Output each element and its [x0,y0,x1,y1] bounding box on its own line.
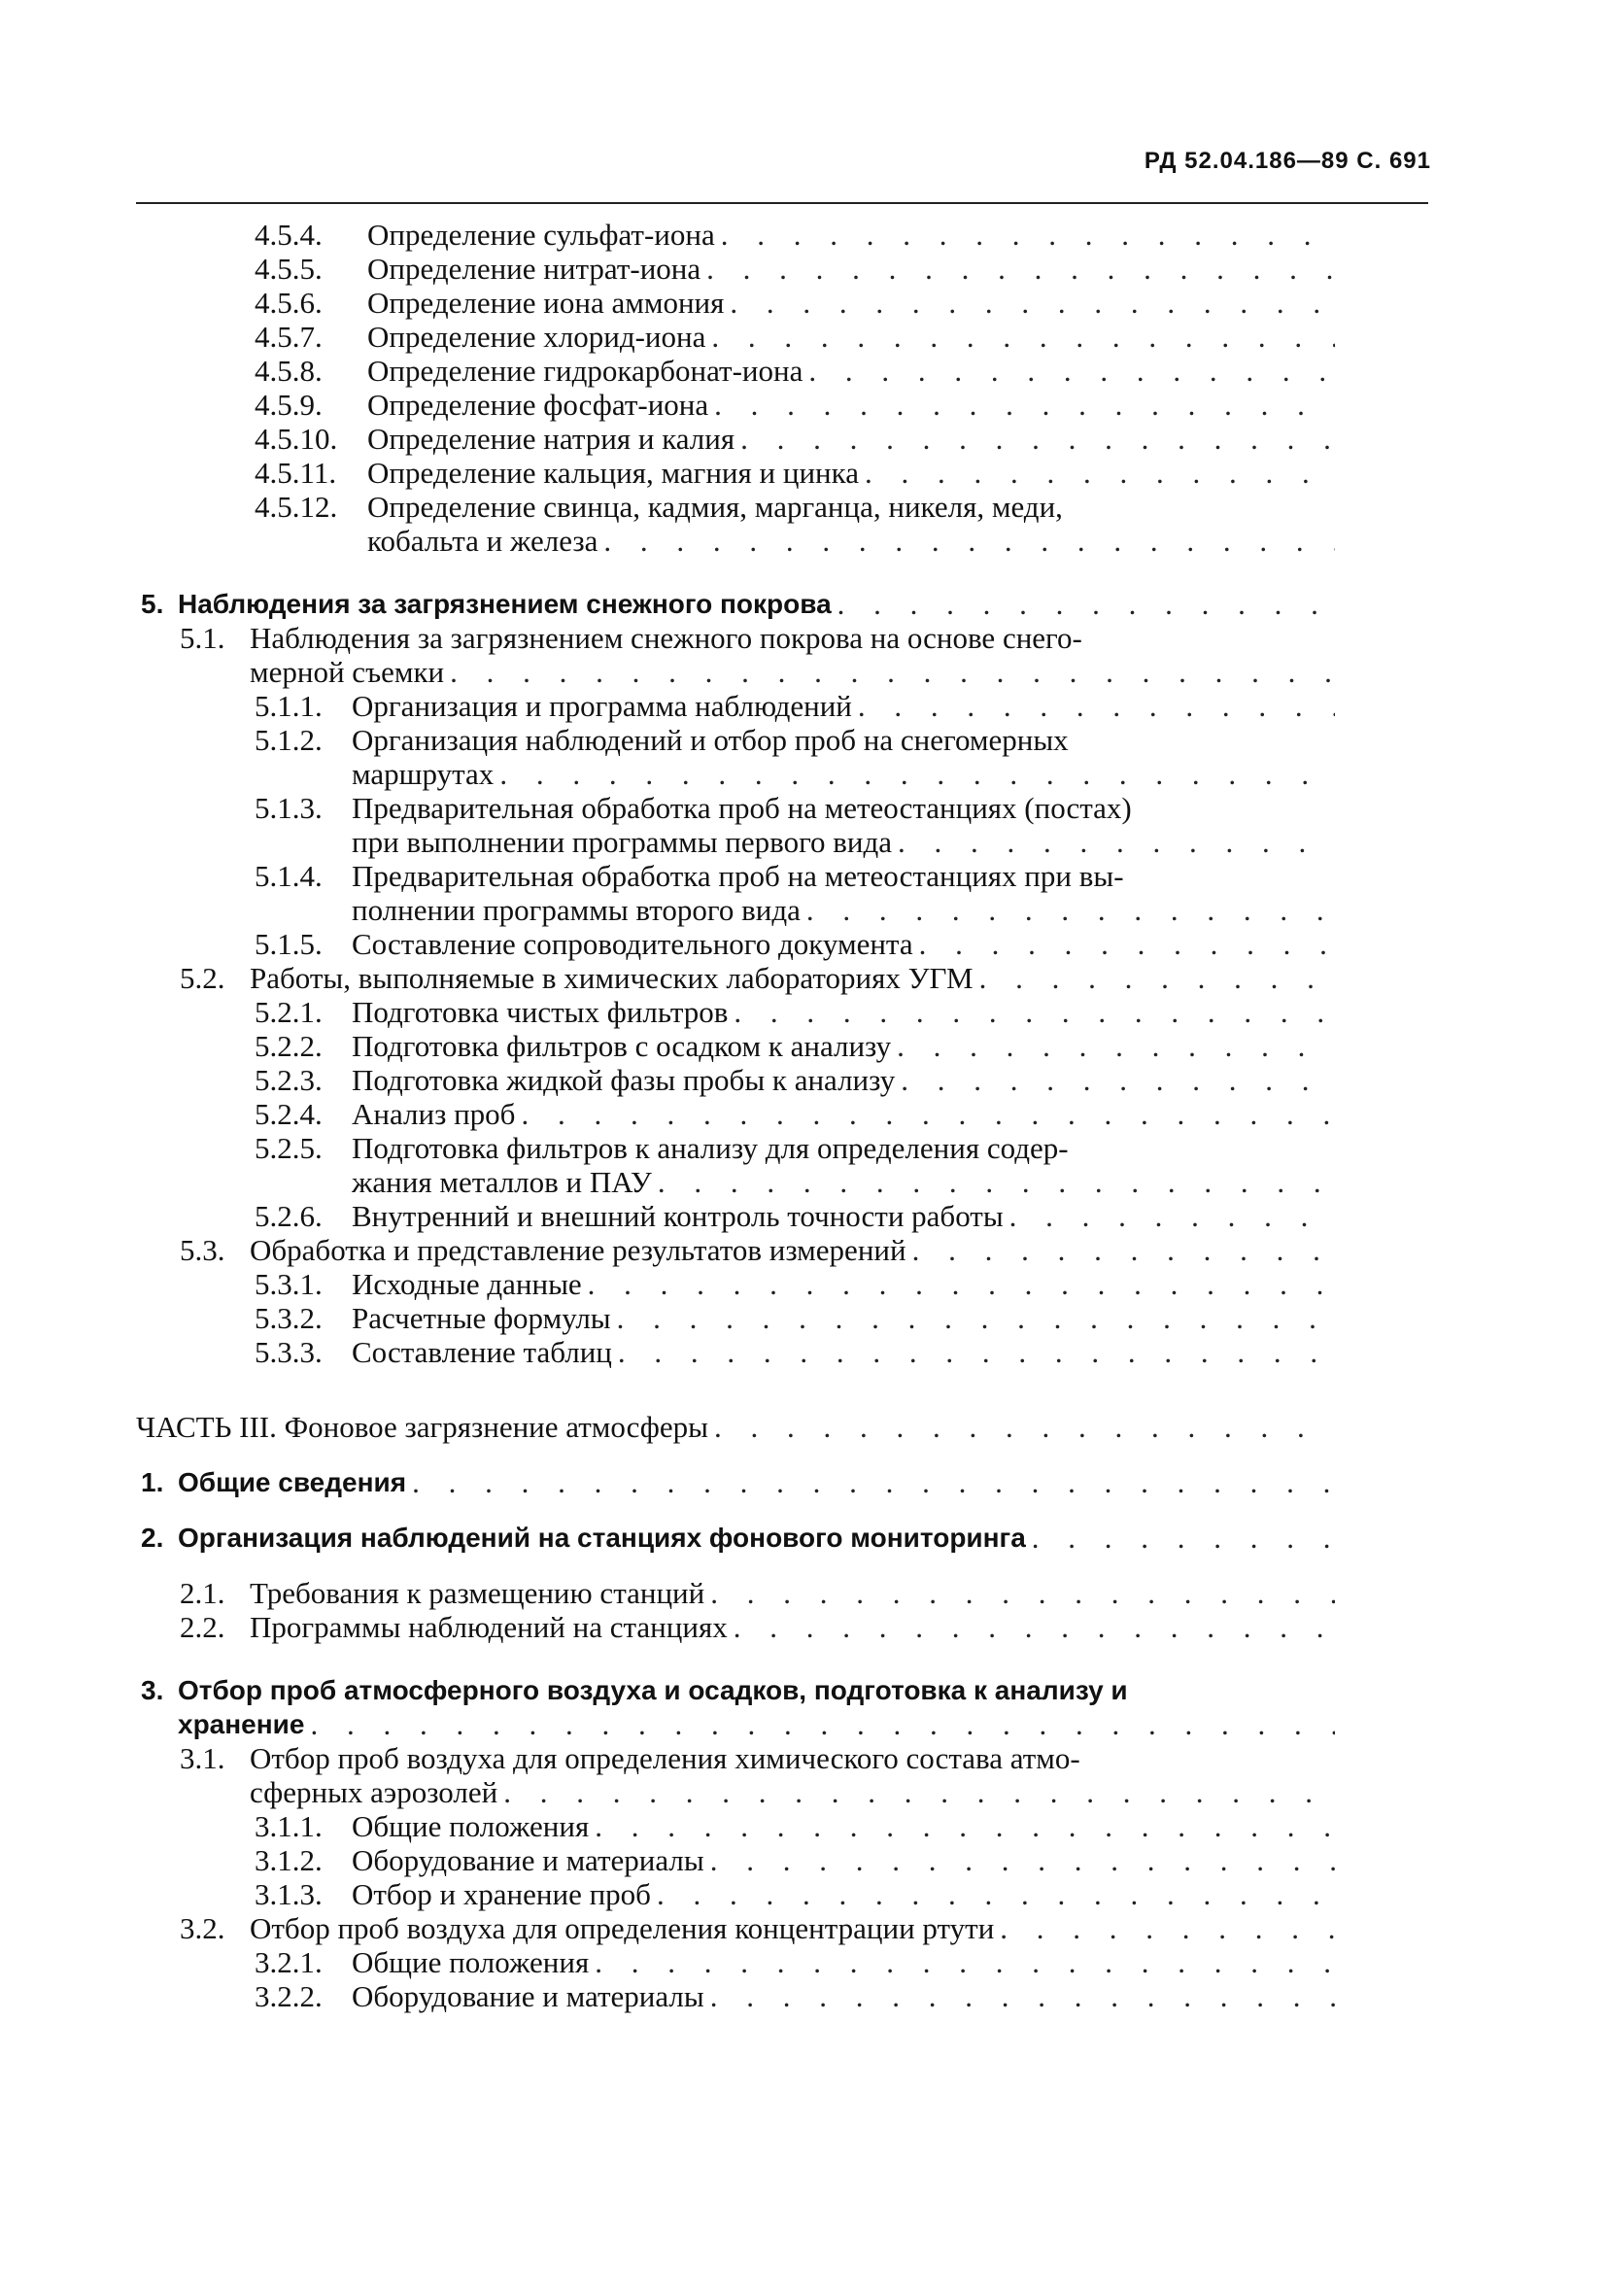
toc-entry-line [136,286,1428,320]
toc-entry-title: Исходные данные [352,1267,582,1301]
toc-entry-line [136,456,1428,490]
toc-entry-title: Подготовка фильтров с осадком к анализу [352,1029,892,1063]
toc-entry-title: Требования к размещению станций [250,1576,705,1610]
toc-entry [136,1301,1428,1335]
toc-entry-leader [367,456,1428,490]
toc-entry-leader [352,1097,1428,1131]
toc-entry-title-continued: хранение [178,1709,305,1739]
toc-entry-line [136,1233,1428,1267]
toc-entry-line [136,1199,1428,1233]
toc-entry-line [136,1610,1428,1644]
dot-leader [859,456,1335,490]
toc-entry-number: 4.5.11. [255,456,337,490]
toc-entry-number: 4.5.7. [255,320,323,354]
dot-leader [852,689,1335,723]
dot-leader [913,927,1335,961]
toc-entry-number: 4.5.8. [255,354,323,388]
toc-entry-leader [352,1843,1428,1877]
toc-entry-line [136,1267,1428,1301]
toc-entry-line [136,1809,1428,1843]
toc-entry-line [136,1097,1428,1131]
toc-entry-number: 2.1. [180,1576,225,1610]
toc-entry-line [136,1576,1428,1610]
table-of-contents [136,218,1428,2013]
toc-entry [136,587,1428,621]
toc-entry-continuation [136,1775,1428,1809]
toc-entry [136,723,1428,791]
dot-leader [708,1410,1335,1444]
toc-entry-number: 4.5.4. [255,218,323,252]
dot-leader [611,1301,1335,1335]
toc-entry-leader [178,587,1428,621]
toc-entry-title: Наблюдения за загрязнением снежного покрова на основе снего- [250,621,1082,655]
toc-spacer [136,1555,1428,1576]
toc-entry [136,1911,1428,1945]
toc-entry-line [136,995,1428,1029]
toc-entry-title: Организация наблюдений и отбор проб на снегомерных [352,723,1069,757]
toc-spacer [136,1499,1428,1521]
toc-entry-leader [367,286,1428,320]
toc-entry-title: Определение натрия и калия [367,422,735,456]
toc-entry-line [136,1063,1428,1097]
toc-entry-leader [136,1410,1428,1444]
toc-entry-number: 5.3.1. [255,1267,323,1301]
toc-entry-title: Программы наблюдений на станциях [250,1610,728,1644]
toc-entry-number: 5.1.2. [255,723,323,757]
toc-entry-line [136,587,1428,621]
toc-entry-title-continued: сферных аэрозолей [250,1775,498,1809]
toc-entry-line [136,791,1428,825]
toc-entry [136,388,1428,422]
toc-entry-number: 4.5.6. [255,286,323,320]
toc-entry-title: Подготовка фильтров к анализу для определения содер- [352,1131,1069,1165]
dot-leader [705,320,1335,354]
dot-leader [651,1877,1335,1911]
toc-entry-number: 5.2.1. [255,995,323,1029]
toc-entry-line [136,422,1428,456]
toc-entry-line [136,859,1428,893]
toc-entry-continuation [136,757,1428,791]
toc-entry-number: 3.2.2. [255,1979,323,2013]
toc-entry-line [136,961,1428,995]
toc-entry-number: 4.5.12. [255,490,338,524]
toc-entry-number: 2.2. [180,1610,225,1644]
toc-entry-leader [352,1029,1428,1063]
toc-entry-title: Отбор проб воздуха для определения химического состава атмо- [250,1741,1080,1775]
toc-entry-title-continued: жания металлов и ПАУ [352,1165,652,1199]
dot-leader [598,524,1335,558]
toc-entry-line [136,1911,1428,1945]
toc-entry-leader [352,1335,1428,1369]
toc-entry-line [136,723,1428,757]
toc-spacer [136,1644,1428,1673]
dot-leader [497,1775,1335,1809]
toc-entry-line [136,1521,1428,1555]
toc-entry-title-continued: полнении программы второго вида [352,893,801,927]
toc-entry-leader [178,1521,1428,1555]
toc-entry-title: Оборудование и материалы [352,1843,704,1877]
toc-entry-leader [352,1267,1428,1301]
toc-entry-title: Отбор и хранение проб [352,1877,651,1911]
toc-entry [136,1063,1428,1097]
toc-entry [136,218,1428,252]
dot-leader [895,1063,1335,1097]
toc-entry-number: 5.3.2. [255,1301,323,1335]
toc-entry-title: Расчетные формулы [352,1301,611,1335]
toc-entry-number: 3.2. [180,1911,225,1945]
toc-entry [136,1465,1428,1499]
toc-entry-leader [367,388,1428,422]
dot-leader [304,1707,1335,1741]
toc-entry [136,1945,1428,1979]
toc-entry-title: Внутренний и внешний контроль точности работы [352,1199,1004,1233]
dot-leader [891,1029,1335,1063]
toc-entry-leader [352,927,1428,961]
toc-entry-leader [367,252,1428,286]
toc-entry-number: 5.2. [180,961,225,995]
dot-leader [582,1267,1335,1301]
toc-entry-title: Обработка и представление результатов измерений [250,1233,906,1267]
toc-spacer [136,1369,1428,1410]
toc-entry-title: Составление таблиц [352,1335,612,1369]
dot-leader [735,422,1335,456]
toc-entry [136,1267,1428,1301]
toc-entry-title: ЧАСТЬ III. Фоновое загрязнение атмосферы [136,1410,708,1444]
page-header: РД 52.04.186—89 С. 691 [1144,148,1431,174]
toc-entry-number: 4.5.9. [255,388,323,422]
dot-leader [444,655,1335,689]
dot-leader [1026,1521,1335,1555]
toc-spacer [136,558,1428,587]
toc-entry-continuation [136,655,1428,689]
toc-entry [136,1809,1428,1843]
toc-entry-line [136,1979,1428,2013]
toc-entry-title: Организация и программа наблюдений [352,689,852,723]
dot-leader [652,1165,1335,1199]
dot-leader [728,995,1335,1029]
toc-entry-leader [250,1775,1428,1809]
toc-entry-line [136,1465,1428,1499]
toc-entry-line [136,218,1428,252]
toc-entry-title: Определение нитрат-иона [367,252,701,286]
toc-entry-continuation [136,825,1428,859]
dot-leader [589,1945,1335,1979]
toc-entry-number: 5.1.4. [255,859,323,893]
toc-entry [136,1199,1428,1233]
toc-entry-title: Общие положения [352,1945,590,1979]
toc-entry [136,354,1428,388]
toc-entry-title: Общие сведения [178,1467,407,1497]
toc-entry-number: 2. [141,1523,164,1553]
toc-entry-title: Определение свинца, кадмия, марганца, никеля, меди, [367,490,1063,524]
toc-entry-leader [367,320,1428,354]
dot-leader [832,587,1335,621]
toc-entry-line [136,320,1428,354]
toc-entry-title: Предварительная обработка проб на метеостанциях (постах) [352,791,1132,825]
dot-leader [974,961,1335,995]
toc-entry-number: 5.3. [180,1233,225,1267]
toc-entry-line [136,490,1428,524]
toc-entry-number: 5.1.3. [255,791,323,825]
toc-entry-title: Общие положения [352,1809,590,1843]
toc-entry-title: Подготовка жидкой фазы пробы к анализу [352,1063,896,1097]
dot-leader [515,1097,1335,1131]
dot-leader [704,1576,1335,1610]
dot-leader [704,1843,1335,1877]
toc-entry [136,1843,1428,1877]
toc-entry [136,1097,1428,1131]
toc-entry [136,252,1428,286]
toc-entry [136,1335,1428,1369]
dot-leader [494,757,1335,791]
toc-entry-leader [367,524,1428,558]
toc-entry-leader [367,218,1428,252]
toc-entry-number: 3.1. [180,1741,225,1775]
toc-entry-leader [352,1063,1428,1097]
toc-entry-title: Определение кальция, магния и цинка [367,456,859,490]
toc-entry [136,1877,1428,1911]
toc-entry-line [136,1301,1428,1335]
toc-entry-leader [352,757,1428,791]
toc-entry [136,1521,1428,1555]
toc-entry-number: 3.1.2. [255,1843,323,1877]
dot-leader [906,1233,1335,1267]
toc-entry-line [136,1843,1428,1877]
toc-entry-leader [367,354,1428,388]
dot-leader [700,252,1335,286]
dot-leader [612,1335,1335,1369]
toc-entry-continuation [136,1165,1428,1199]
toc-entry-leader [250,961,1428,995]
toc-entry-number: 5.1. [180,621,225,655]
toc-entry [136,1029,1428,1063]
dot-leader [406,1465,1335,1499]
dot-leader [708,388,1335,422]
dot-leader [1004,1199,1335,1233]
dot-leader [715,218,1335,252]
header-rule [136,202,1428,204]
toc-entry-continuation [136,893,1428,927]
toc-page-number [1360,0,1428,2013]
toc-entry-title: Отбор проб воздуха для определения концентрации ртути [250,1911,995,1945]
toc-entry [136,1979,1428,2013]
toc-entry [136,621,1428,689]
toc-entry-line [136,1335,1428,1369]
toc-entry [136,286,1428,320]
toc-entry-number: 4.5.10. [255,422,338,456]
toc-entry-line [136,689,1428,723]
toc-entry-number: 1. [141,1467,164,1497]
toc-entry-leader [178,1707,1428,1741]
toc-entry-line [136,1741,1428,1775]
toc-entry-title-continued: при выполнении программы первого вида [352,825,893,859]
toc-entry-leader [352,1945,1428,1979]
toc-entry-leader [352,1165,1428,1199]
toc-entry-line [136,354,1428,388]
dot-leader [892,825,1335,859]
toc-entry-title-continued: кобальта и железа [367,524,598,558]
toc-entry-title: Отбор проб атмосферного воздуха и осадков, подготовка к анализу и [178,1675,1128,1705]
toc-entry-leader [352,1809,1428,1843]
toc-entry-leader [352,1877,1428,1911]
toc-entry-title: Организация наблюдений на станциях фонового мониторинга [178,1523,1026,1553]
toc-entry [136,859,1428,927]
toc-entry-leader [367,422,1428,456]
toc-entry-leader [250,1911,1428,1945]
toc-entry [136,456,1428,490]
toc-entry-title: Работы, выполняемые в химических лабораториях УГМ [250,961,974,995]
toc-entry-title: Наблюдения за загрязнением снежного покрова [178,589,832,619]
toc-entry [136,320,1428,354]
toc-entry [136,422,1428,456]
toc-entry-title: Предварительная обработка проб на метеостанциях при вы- [352,859,1124,893]
toc-entry-number: 4.5.5. [255,252,323,286]
toc-entry-line [136,1029,1428,1063]
toc-entry-leader [352,995,1428,1029]
toc-entry-number: 5.3.3. [255,1335,323,1369]
dot-leader [589,1809,1335,1843]
toc-entry-line [136,252,1428,286]
toc-entry-leader [352,1979,1428,2013]
toc-entry [136,961,1428,995]
toc-entry [136,1233,1428,1267]
toc-entry-title: Определение фосфат-иона [367,388,709,422]
toc-entry-number: 5.1.5. [255,927,323,961]
toc-entry [136,1610,1428,1644]
toc-entry-continuation [136,524,1428,558]
toc-entry-number: 5.2.5. [255,1131,323,1165]
dot-leader [704,1979,1335,2013]
toc-entry-line [136,388,1428,422]
toc-entry-title: Определение гидрокарбонат-иона [367,354,803,388]
toc-entry [136,1576,1428,1610]
dot-leader [803,354,1335,388]
toc-entry-title: Анализ проб [352,1097,516,1131]
toc-entry-number: 5.2.2. [255,1029,323,1063]
toc-entry-title: Определение сульфат-иона [367,218,715,252]
toc-entry [136,1131,1428,1199]
toc-entry [136,995,1428,1029]
toc-entry [136,1741,1428,1809]
toc-entry-line [136,1877,1428,1911]
toc-entry-leader [250,1233,1428,1267]
toc-entry-number: 5.1.1. [255,689,323,723]
toc-entry-title: Составление сопроводительного документа [352,927,913,961]
toc-entry-title-continued: маршрутах [352,757,495,791]
toc-entry-title: Определение хлорид-иона [367,320,706,354]
dot-leader [994,1911,1335,1945]
toc-entry-line [136,1945,1428,1979]
toc-entry-continuation [136,1707,1428,1741]
toc-entry-line [136,1673,1428,1707]
toc-entry-leader [352,1301,1428,1335]
toc-entry-leader [250,1610,1428,1644]
toc-entry-line [136,1131,1428,1165]
toc-entry [136,927,1428,961]
toc-entry [136,490,1428,558]
toc-entry-number: 5. [141,589,164,619]
toc-entry-title: Подготовка чистых фильтров [352,995,729,1029]
dot-leader [801,893,1335,927]
toc-entry-leader [178,1465,1428,1499]
toc-entry-line [136,1410,1428,1444]
toc-entry-title-continued: мерной съемки [250,655,445,689]
toc-entry-number: 5.2.4. [255,1097,323,1131]
toc-entry-title: Определение иона аммония [367,286,725,320]
toc-entry-number: 5.2.6. [255,1199,323,1233]
toc-entry-number: 3.2.1. [255,1945,323,1979]
toc-entry [136,689,1428,723]
toc-entry-number: 3. [141,1675,164,1705]
toc-entry-number: 3.1.3. [255,1877,323,1911]
dot-leader [724,286,1335,320]
toc-entry-number: 3.1.1. [255,1809,323,1843]
toc-entry [136,1410,1428,1444]
toc-entry [136,1673,1428,1741]
toc-entry-leader [352,1199,1428,1233]
toc-entry-leader [352,893,1428,927]
toc-entry-leader [250,1576,1428,1610]
dot-leader [728,1610,1335,1644]
toc-entry-number: 5.2.3. [255,1063,323,1097]
toc-entry-leader [352,825,1428,859]
toc-entry [136,791,1428,859]
toc-entry-title: Оборудование и материалы [352,1979,704,2013]
toc-entry-leader [250,655,1428,689]
toc-entry-leader [352,689,1428,723]
toc-spacer [136,1444,1428,1465]
toc-entry-line [136,927,1428,961]
toc-entry-line [136,621,1428,655]
